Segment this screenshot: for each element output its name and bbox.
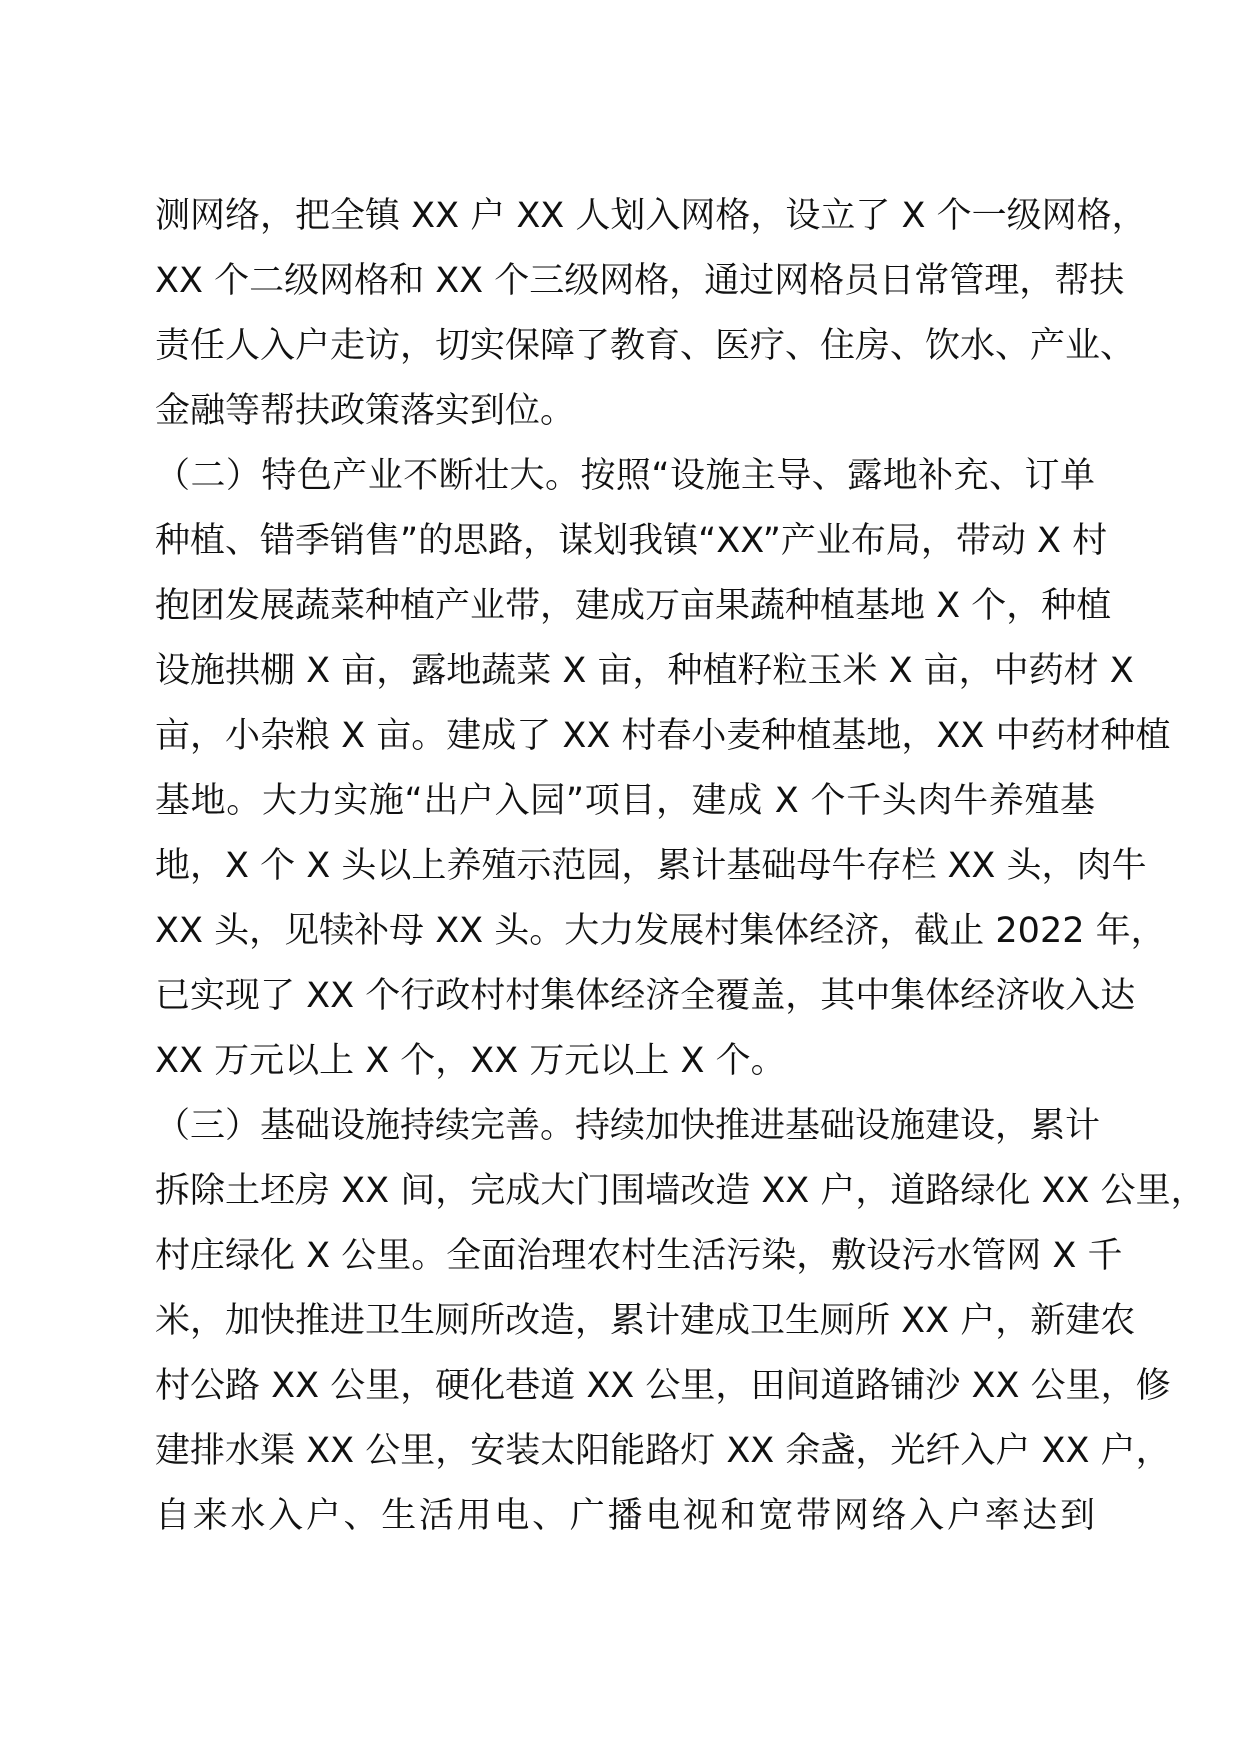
text-line: 已实现了 XX 个行政村村集体经济全覆盖，其中集体经济收入达 xyxy=(155,976,1136,1016)
section-heading-line: （三）基础设施持续完善。持续加快推进基础设施建设，累计 xyxy=(155,1106,1101,1146)
text-line: 自来水入户、生活用电、广播电视和宽带网络入户率达到 xyxy=(155,1496,1095,1536)
text-line: 地，X 个 X 头以上养殖示范园，累计基础母牛存栏 XX 头，肉牛 xyxy=(155,846,1147,886)
text-line: 责任人入户走访，切实保障了教育、医疗、住房、饮水、产业、 xyxy=(155,326,1136,366)
text-line: 抱团发展蔬菜种植产业带，建成万亩果蔬种植基地 X 个，种植 xyxy=(155,586,1112,626)
paragraph-end-line: XX 万元以上 X 个，XX 万元以上 X 个。 xyxy=(155,1041,786,1081)
text-line: 亩，小杂粮 X 亩。建成了 XX 村春小麦种植基地，XX 中药材种植 xyxy=(155,716,1171,756)
text-line: XX 头，见犊补母 XX 头。大力发展村集体经济，截止 2022 年， xyxy=(155,911,1166,951)
text-line: 米，加快推进卫生厕所改造，累计建成卫生厕所 XX 户，新建农 xyxy=(155,1301,1136,1341)
text-line: 建排水渠 XX 公里，安装太阳能路灯 XX 余盏，光纤入户 XX 户， xyxy=(155,1431,1171,1471)
text-line: 设施拱棚 X 亩，露地蔬菜 X 亩，种植籽粒玉米 X 亩，中药材 X xyxy=(155,651,1134,691)
text-line: 拆除土坯房 XX 间，完成大门围墙改造 XX 户，道路绿化 XX 公里， xyxy=(155,1171,1206,1211)
body-text xyxy=(155,184,1206,1549)
paragraph-end-line: 金融等帮扶政策落实到位。 xyxy=(155,391,576,431)
text-line: 测网络，把全镇 XX 户 XX 人划入网格，设立了 X 个一级网格， xyxy=(155,196,1147,236)
section-heading-line: （二）特色产业不断壮大。按照“设施主导、露地补充、订单 xyxy=(155,456,1095,496)
text-line: 种植、错季销售”的思路，谋划我镇“XX”产业布局，带动 X 村 xyxy=(155,521,1108,561)
text-line: 基地。大力实施“出户入园”项目，建成 X 个千头肉牛养殖基 xyxy=(155,781,1095,821)
text-line: XX 个二级网格和 XX 个三级网格，通过网格员日常管理，帮扶 xyxy=(155,261,1125,301)
text-line: 村庄绿化 X 公里。全面治理农村生活污染，敷设污水管网 X 千 xyxy=(155,1236,1123,1276)
text-line: 村公路 XX 公里，硬化巷道 XX 公里，田间道路铺沙 XX 公里，修 xyxy=(155,1366,1171,1406)
